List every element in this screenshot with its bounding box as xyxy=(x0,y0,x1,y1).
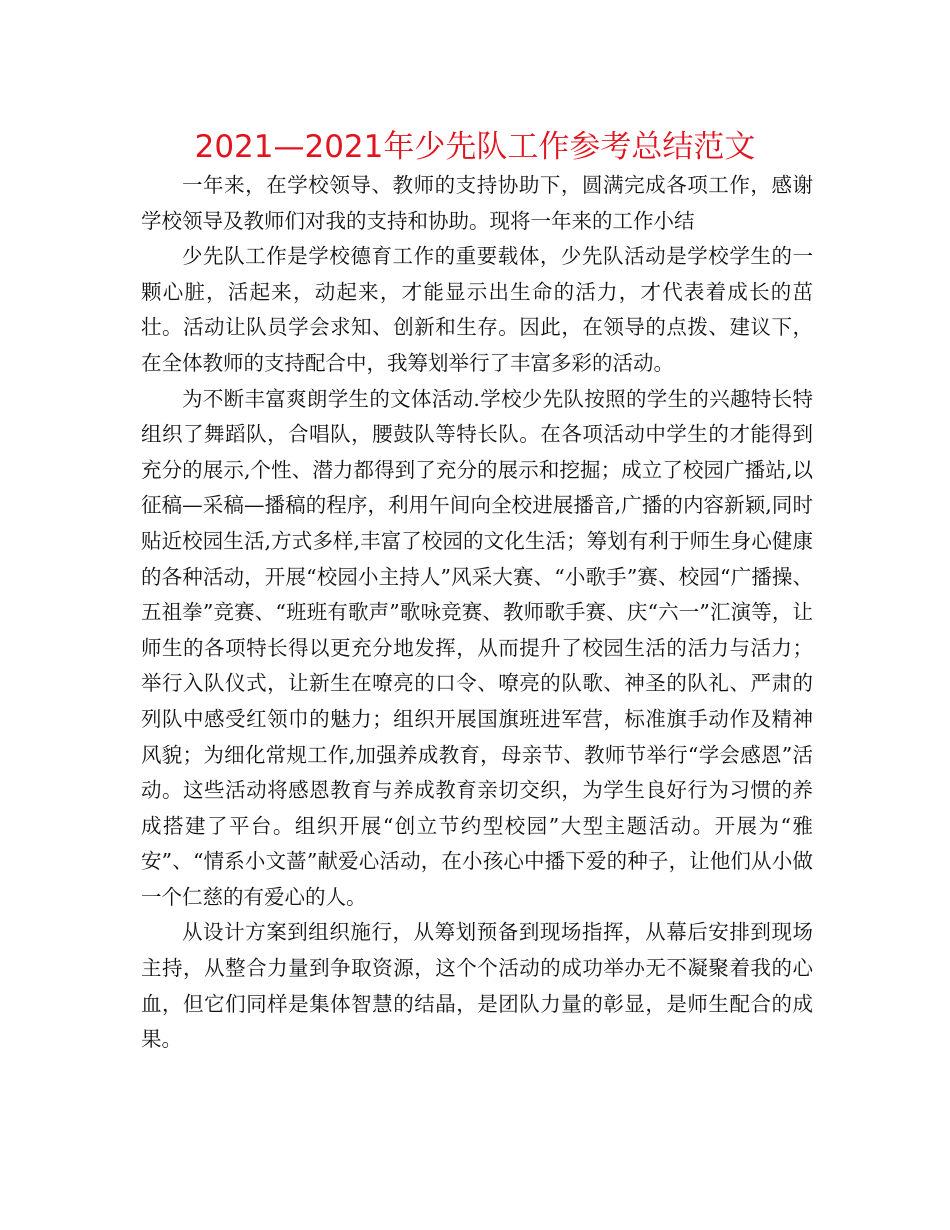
paragraph-activities: 为不断丰富爽朗学生的文体活动.学校少先队按照的学生的兴趣特长特组织了舞蹈队，合唱队，腰鼓队等特长队。在各项活动中学生的才能得到充分的展示,个性、潜力都得到了充分的展示和挖掘；成立了校园广播站,以征稿—采稿—播稿的程序，利用午间向全校进展播音,广播的内容新颖,同时贴近校园生活,方式多样,丰富了校园的文化生活；筹划有利于师生身心健康的各种活动，开展“校园小主持人”风采大赛、“小歌手”赛、校园“广播操、五祖拳”竞赛、“班班有歌声”歌咏竞赛、教师歌手赛、庆“六一”汇演等，让师生的各项特长得以更充分地发挥，从而提升了校园生活的活力与活力；举行入队仪式，让新生在嘹亮的口令、嘹亮的队歌、神圣的队礼、严肃的列队中感受红领巾的魅力；组织开展国旗班进军营，标准旗手动作及精神风貌；为细化常规工作,加强养成教育，母亲节、教师节举行“学会感恩”活动。这些活动将感恩教育与养成教育亲切交织，为学生良好行为习惯的养成搭建了平台。组织开展“创立节约型校园”大型主题活动。开展为“雅安”、“情系小文蔷”献爱心活动，在小孩心中播下爱的种子，让他们从小做一个仁慈的有爱心的人。 xyxy=(141,386,813,909)
document-body xyxy=(141,168,813,1058)
paragraph-intro: 一年来，在学校领导、教师的支持协助下，圆满完成各项工作，感谢学校领导及教师们对我的支持和协助。现将一年来的工作小结 xyxy=(141,173,813,233)
document-title: 2021—2021年少先队工作参考总结范文 xyxy=(194,129,756,165)
paragraph-importance: 少先队工作是学校德育工作的重要载体，少先队活动是学校学生的一颗心脏，活起来，动起来，才能显示出生命的活力，才代表着成长的茁壮。活动让队员学会求知、创新和生存。因此，在领导的点拨、建议下，在全体教师的支持配合中，我筹划举行了丰富多彩的活动。 xyxy=(141,244,813,375)
paragraph-conclusion: 从设计方案到组织施行，从筹划预备到现场指挥，从幕后安排到现场主持，从整合力量到争取资源，这个个活动的成功举办无不凝聚着我的心血，但它们同样是集体智慧的结晶，是团队力量的彰显，是师生配合的成果。 xyxy=(141,920,813,1052)
